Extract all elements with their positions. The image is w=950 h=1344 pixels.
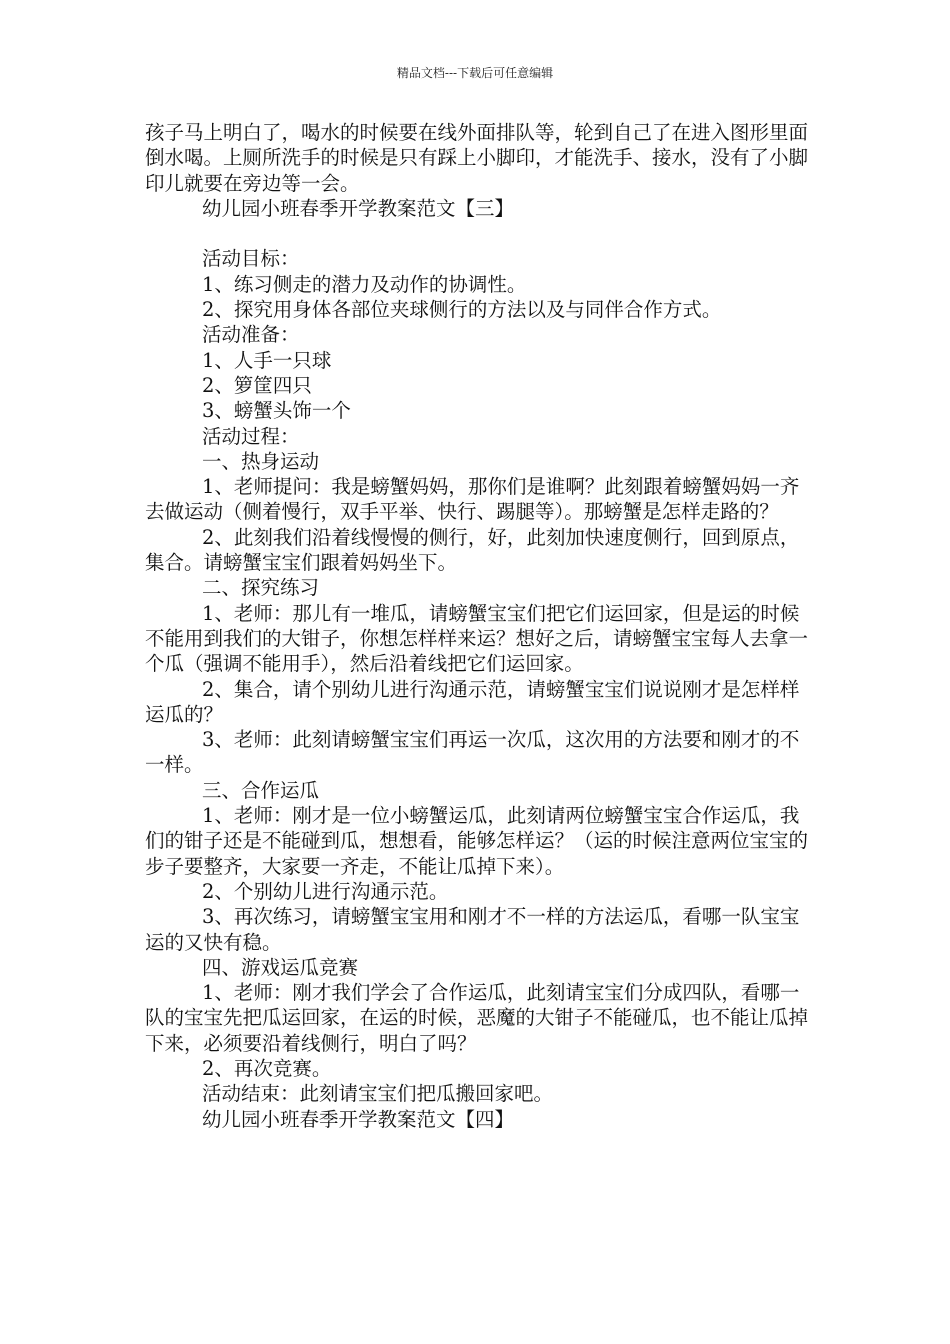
page-header: 精品文档---下载后可任意编辑 (396, 66, 554, 80)
paragraph: 2、集合，请个别幼儿进行沟通示范，请螃蟹宝宝们说说刚才是怎样样运瓜的？ (145, 677, 800, 726)
paragraph: 2、个别幼儿进行沟通示范。 (202, 879, 449, 903)
paragraph: 1、老师：刚才是一位小螃蟹运瓜，此刻请两位螃蟹宝宝合作运瓜，我们的钳子还是不能碰到瓜，想想看，能够怎样运？（运的时候注意两位宝宝的步子要整齐，大家要一齐走，不能让瓜掉下来）。 (145, 804, 809, 878)
blank-line (145, 221, 810, 246)
paragraph: 2、此刻我们沿着线慢慢的侧行，好，此刻加快速度侧行，回到原点，集合。请螃蟹宝宝们跟着妈妈坐下。 (145, 525, 800, 575)
paragraph: 活动结束：此刻请宝宝们把瓜搬回家吧。 (202, 1082, 554, 1106)
paragraph: 3、再次练习，请螃蟹宝宝用和刚才不一样的方法运瓜，看哪一队宝宝运的又快有稳。 (145, 905, 800, 954)
paragraph: 1、人手一只球 (202, 348, 332, 372)
paragraph: 活动准备： (202, 323, 300, 347)
section-heading: 幼儿园小班春季开学教案范文【四】 (202, 1107, 515, 1131)
paragraph: 孩子马上明白了，喝水的时候要在线外面排队等，轮到自己了在进入图形里面倒水喝。上厕所洗手的时候是只有踩上小脚印，才能洗手、接水，没有了小脚印儿就要在旁边等一会。 (145, 121, 809, 195)
paragraph: 二、探究练习 (202, 576, 320, 600)
section-heading: 幼儿园小班春季开学教案范文【三】 (202, 196, 515, 220)
paragraph: 3、螃蟹头饰一个 (202, 399, 351, 423)
paragraph: 一、热身运动 (202, 449, 320, 473)
paragraph: 四、游戏运瓜竞赛 (202, 955, 359, 979)
paragraph: 活动过程： (202, 424, 300, 448)
paragraph: 三、合作运瓜 (202, 778, 320, 802)
paragraph: 2、探究用身体各部位夹球侧行的方法以及与同伴合作方式。 (202, 298, 722, 322)
paragraph: 2、箩筐四只 (202, 373, 312, 397)
paragraph: 活动目标： (202, 247, 300, 271)
paragraph: 1、练习侧走的潜力及动作的协调性。 (202, 272, 527, 296)
paragraph: 2、再次竞赛。 (202, 1056, 332, 1080)
paragraph: 3、老师：此刻请螃蟹宝宝们再运一次瓜，这次用的方法要和刚才的不一样。 (145, 728, 800, 777)
paragraph: 1、老师：刚才我们学会了合作运瓜，此刻请宝宝们分成四队，看哪一队的宝宝先把瓜运回家，在运的时候，恶魔的大钳子不能碰瓜，也不能让瓜掉下来，必须要沿着线侧行，明白了吗？ (145, 981, 809, 1055)
paragraph: 1、老师：那儿有一堆瓜，请螃蟹宝宝们把它们运回家，但是运的时候不能用到我们的大钳子，你想怎样样来运？想好之后，请螃蟹宝宝每人去拿一个瓜（强调不能用手），然后沿着线把它们运回家。 (145, 601, 809, 676)
document-body (145, 120, 810, 1132)
paragraph: 1、老师提问：我是螃蟹妈妈，那你们是谁啊？此刻跟着螃蟹妈妈一齐去做运动（侧着慢行，双手平举、快行、踢腿等）。那螃蟹是怎样走路的？ (145, 475, 800, 524)
